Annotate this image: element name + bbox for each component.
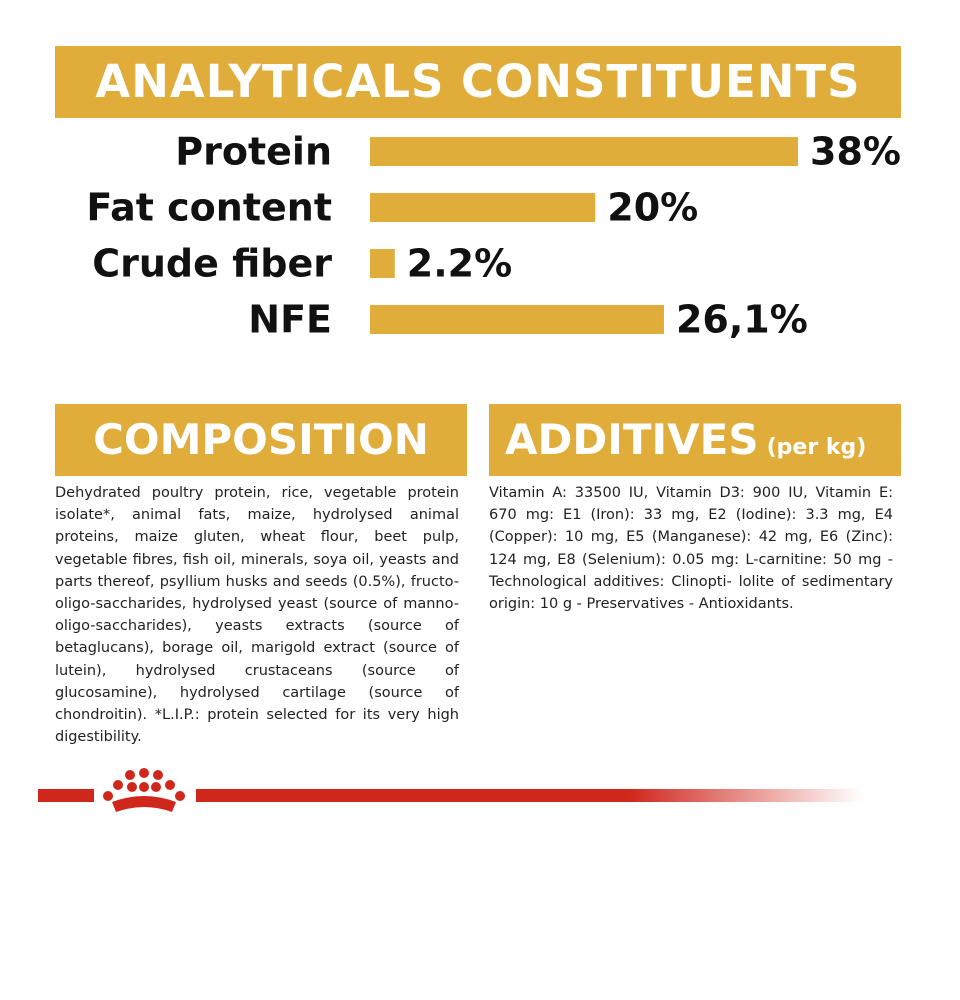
analyticals-title: ANALYTICALS CONSTITUENTS [95,55,861,108]
value-label: 2.2% [406,241,513,286]
value-label: 38% [810,130,901,174]
additives-text: Vitamin A: 33500 IU, Vitamin D3: 900 IU, Vitamin E: 670 mg: E1 (Iron): 33 mg, E2 (Iodine): 3.3 mg, E4 (Copper): 10 mg, E5 (Manganese): 42 mg, E6 (Zinc): 124 mg, E8 (Selenium): 0.05 mg: L-carnitine: 50 mg - Technological additives: Clinopti- lolite of sedimentary origin: 10 g - Preservatives - Antioxidants. [489,485,893,613]
category-label: Protein [175,130,332,174]
footer-line-left [38,789,94,802]
bar [370,193,595,222]
bar [370,137,798,166]
composition-banner [55,404,467,476]
category-label: NFE [248,297,332,342]
bar [370,249,395,278]
crown-logo-icon [98,768,190,816]
additives-title-suffix: (per kg) [766,435,867,460]
composition-title: COMPOSITION [93,415,429,464]
value-label: 26,1% [675,297,808,342]
additives-title: ADDITIVES [505,415,759,464]
analyticals-banner [55,46,901,118]
category-label: Fat content [86,185,332,230]
composition-text: Dehydrated poultry protein, rice, vegetable protein isolate*, animal fats, maize, hydrolysed animal proteins, maize gluten, wheat flour, beet pulp, vegetable fibres, fish oil, minerals, soya oil, yeasts and parts thereof, psyllium husks and seeds (0.5%), fructo-oligo-saccharides, hydrolysed yeast (source of manno- oligo-saccharides), yeasts extracts (source of betaglucans), borage oil, marigold extract (source of lutein), hydrolysed crustaceans (source of glucosamine), hydrolysed cartilage (source of chondroitin). *L.I.P.: protein selected for its very high digestibility. [55,485,459,746]
value-label: 20% [607,185,699,230]
category-label: Crude fiber [92,241,332,286]
footer-line-right [196,789,862,802]
constituents-bar-chart [0,130,960,360]
additives-banner [489,404,901,476]
bar [370,305,664,334]
